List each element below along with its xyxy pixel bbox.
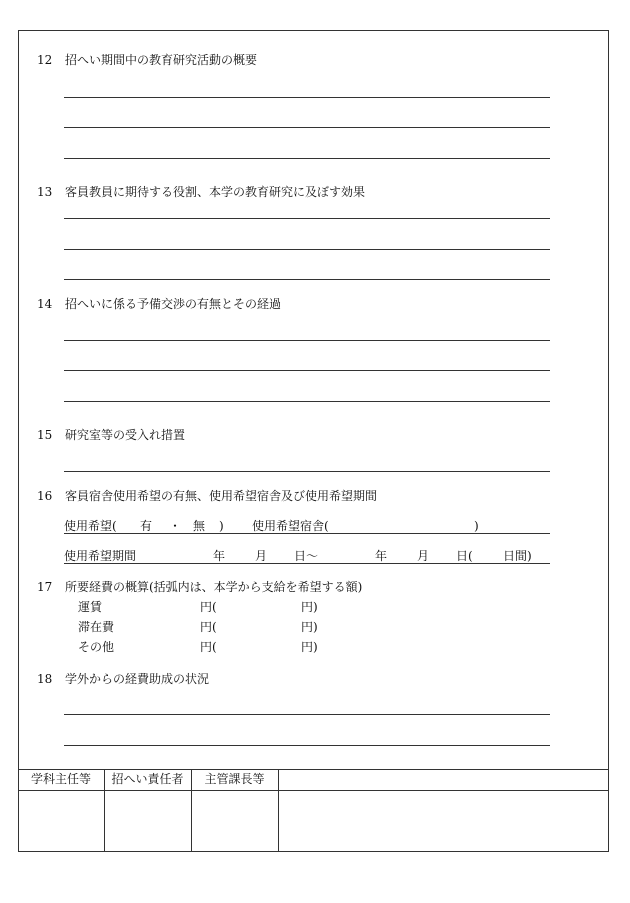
answer-line[interactable]	[64, 340, 550, 341]
end-month-label: 月	[417, 549, 430, 563]
header-invitation-manager: 招へい責任者	[111, 772, 184, 786]
yen-open: 円(	[200, 640, 217, 654]
start-year-label: 年	[213, 549, 226, 563]
answer-line[interactable]	[64, 745, 550, 746]
lodging-field-line[interactable]	[64, 533, 550, 534]
section-title: 客員宿舎使用希望の有無、使用希望宿舎及び使用希望期間	[65, 489, 378, 503]
section-16-heading	[37, 489, 377, 503]
section-15-heading	[37, 428, 185, 442]
section-13-heading	[37, 185, 365, 199]
close-paren: )	[219, 519, 224, 533]
yen-open: 円(	[200, 620, 217, 634]
section-number: 15	[37, 428, 53, 442]
yen-close: 円)	[301, 640, 318, 654]
stamp-cell-invitation-manager[interactable]	[105, 791, 191, 852]
lodging-label: 使用希望宿舎(	[252, 519, 329, 533]
blank-cell	[279, 769, 609, 852]
header-dept-chief: 学科主任等	[30, 772, 91, 786]
section-number: 18	[37, 672, 53, 686]
section-number: 13	[37, 185, 53, 199]
end-year-label: 年	[375, 549, 388, 563]
option-yes[interactable]: 有	[140, 519, 153, 533]
header-section-chief: 主管課長等	[204, 772, 265, 786]
option-no[interactable]: 無	[193, 519, 206, 533]
answer-line[interactable]	[64, 714, 550, 715]
answer-line[interactable]	[64, 401, 550, 402]
answer-line[interactable]	[64, 249, 550, 250]
expense-item: 滞在費	[78, 620, 115, 634]
section-title: 客員教員に期待する役割、本学の教育研究に及ぼす効果	[65, 185, 366, 199]
days-label: 日間)	[503, 549, 532, 563]
stamp-cell-section-chief[interactable]	[192, 791, 278, 852]
section-number: 17	[37, 580, 53, 594]
answer-line[interactable]	[64, 158, 550, 159]
section-14-heading	[37, 297, 281, 311]
section-title: 所要経費の概算(括弧内は、本学から支給を希望する額)	[65, 580, 363, 594]
expense-item: 運賃	[78, 600, 103, 614]
end-day-label: 日(	[456, 549, 473, 563]
answer-line[interactable]	[64, 370, 550, 371]
yen-close: 円)	[301, 620, 318, 634]
section-title: 学外からの経費助成の状況	[65, 672, 210, 686]
period-label: 使用希望期間	[64, 549, 137, 563]
yen-open: 円(	[200, 600, 217, 614]
lodging-close: )	[474, 519, 479, 533]
section-number: 14	[37, 297, 53, 311]
answer-line[interactable]	[64, 279, 550, 280]
section-12-heading	[37, 53, 257, 67]
answer-line[interactable]	[64, 218, 550, 219]
expense-item: その他	[78, 640, 115, 654]
section-title: 招へいに係る予備交渉の有無とその経過	[65, 297, 282, 311]
answer-line[interactable]	[64, 127, 550, 128]
period-field-line[interactable]	[64, 563, 550, 564]
yen-close: 円)	[301, 600, 318, 614]
stamp-cell-dept-chief[interactable]	[18, 791, 104, 852]
section-title: 研究室等の受入れ措置	[65, 428, 186, 442]
start-month-label: 月	[255, 549, 268, 563]
option-separator: ・	[169, 519, 182, 533]
section-17-heading	[37, 580, 362, 594]
section-18-heading	[37, 672, 209, 686]
signature-table	[18, 769, 609, 852]
start-day-label: 日〜	[294, 549, 319, 563]
section-number: 12	[37, 53, 53, 67]
answer-line[interactable]	[64, 471, 550, 472]
section-number: 16	[37, 489, 53, 503]
usage-label: 使用希望(	[64, 519, 117, 533]
section-title: 招へい期間中の教育研究活動の概要	[65, 53, 258, 67]
answer-line[interactable]	[64, 97, 550, 98]
